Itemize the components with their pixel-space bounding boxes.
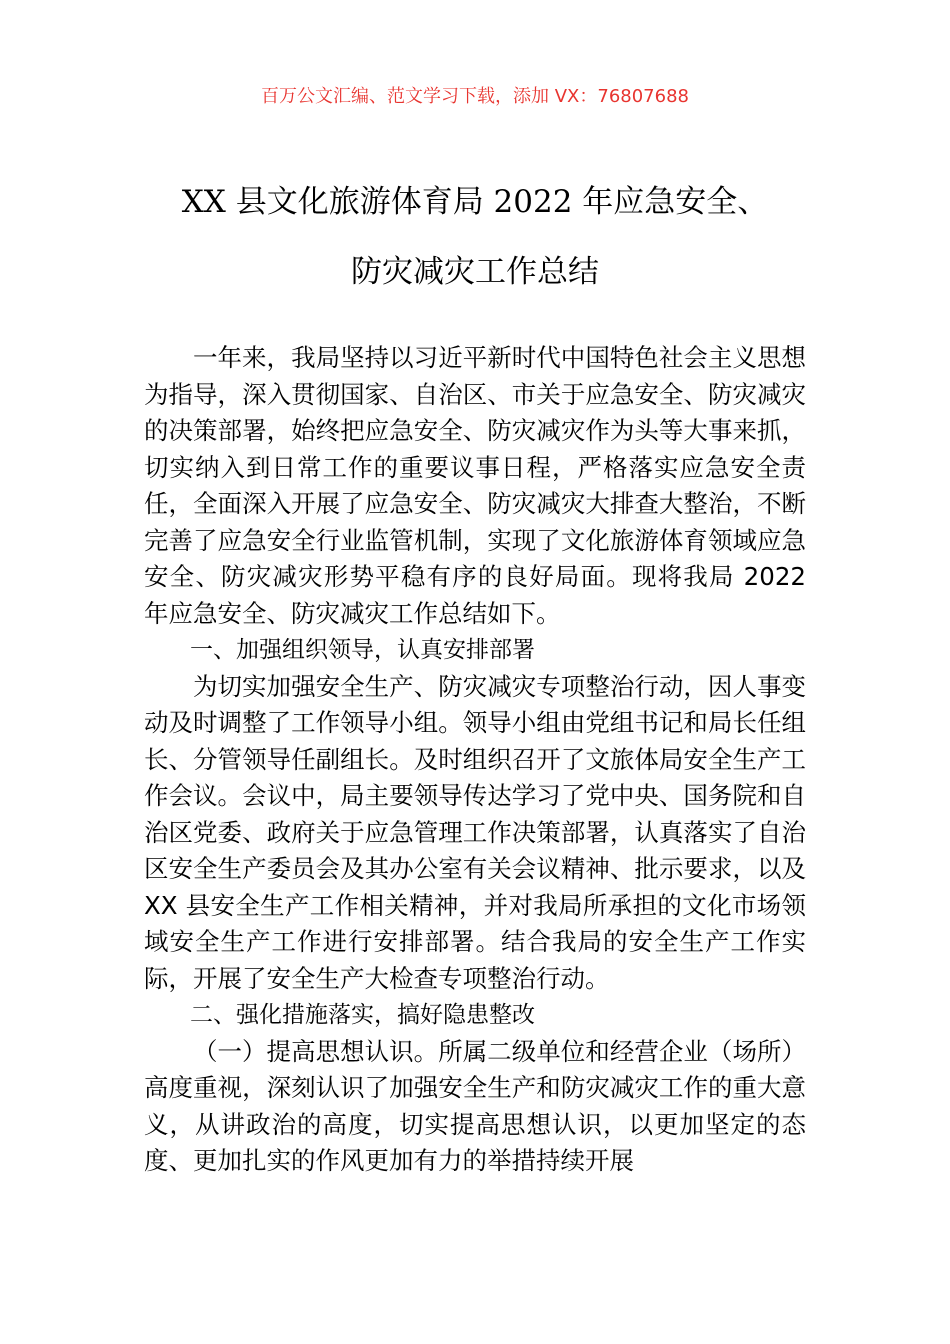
watermark-text: 百万公文汇编、范文学习下载，添加 VX：76807688: [261, 86, 689, 107]
body-paragraph-section-1: 为切实加强安全生产、防灾减灾专项整治行动，因人事变动及时调整了工作领导小组。领导小组由党组书记和局长任组长、分管领导任副组长。及时组织召开了文旅体局安全生产工作会议。会议中，局主要领导传达学习了党中央、国务院和自治区党委、政府关于应急管理工作决策部署，认真落实了自治区安全生产委员会及其办公室有关会议精神、批示要求，以及 XX 县安全生产工作相关精神，并对我局所承担的文化市场领域安全生产工作进行安排部署。结合我局的安全生产工作实际，开展了安全生产大检查专项整治行动。: [144, 671, 806, 993]
body-paragraph-section-2-1: （一）提高思想认识。所属二级单位和经营企业（场所）高度重视，深刻认识了加强安全生产和防灾减灾工作的重大意义，从讲政治的高度，切实提高思想认识，以更加坚定的态度、更加扎实的作风更加有力的举措持续开展: [144, 1036, 806, 1175]
document-title-line-2: 防灾减灾工作总结: [351, 254, 599, 290]
section-heading-2: 二、强化措施落实，搞好隐患整改: [190, 1002, 535, 1028]
document-title-line-1: XX 县文化旅游体育局 2022 年应急安全、: [181, 184, 769, 220]
document-body: [144, 340, 806, 1180]
body-paragraph-intro: 一年来，我局坚持以习近平新时代中国特色社会主义思想为指导，深入贯彻国家、自治区、市关于应急安全、防灾减灾的决策部署，始终把应急安全、防灾减灾作为头等大事来抓，切实纳入到日常工作的重要议事日程，严格落实应急安全责任，全面深入开展了应急安全、防灾减灾大排查大整治，不断完善了应急安全行业监管机制，实现了文化旅游体育领域应急安全、防灾减灾形势平稳有序的良好局面。现将我局 2022 年应急安全、防灾减灾工作总结如下。: [144, 343, 806, 628]
section-heading-1: 一、加强组织领导，认真安排部署: [190, 637, 535, 663]
